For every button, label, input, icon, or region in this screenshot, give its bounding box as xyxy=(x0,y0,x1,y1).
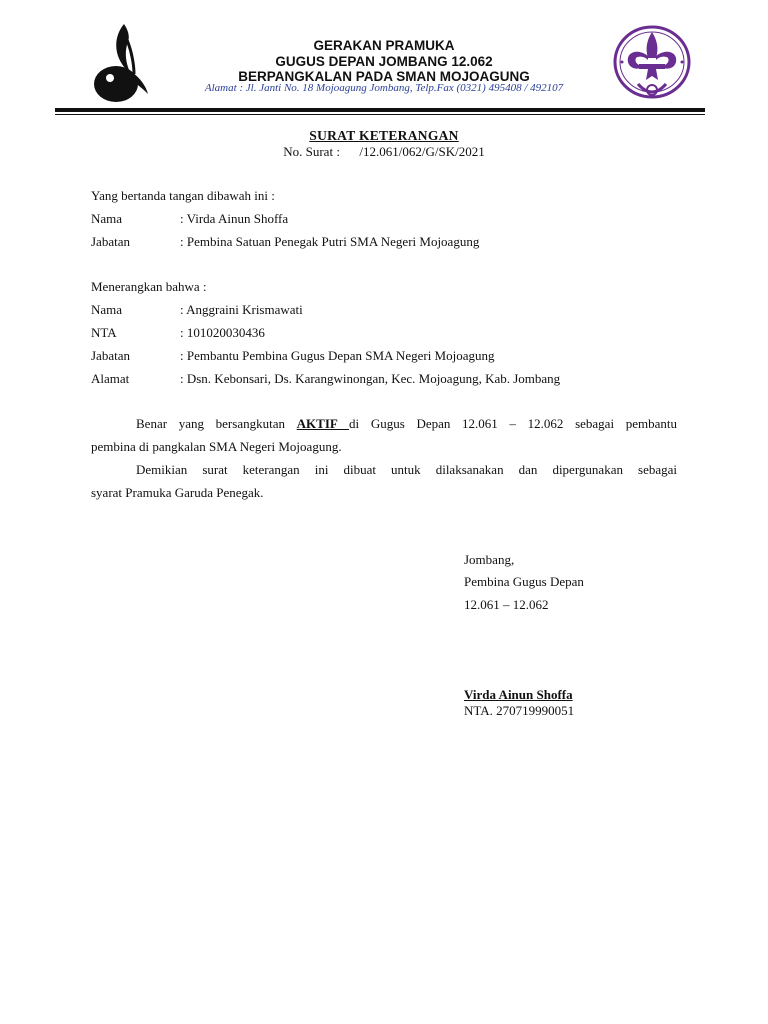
header-divider-thin xyxy=(55,114,705,115)
org-name: GERAKAN PRAMUKA xyxy=(313,38,455,53)
tunas-kelapa-icon xyxy=(90,22,150,106)
para1-text-start: Benar yang bersangkutan xyxy=(136,416,297,431)
unit-name: GUGUS DEPAN JOMBANG 12.062 xyxy=(275,54,493,69)
signature-role: Pembina Gugus Depan xyxy=(464,574,584,589)
signer-name-label: Nama xyxy=(91,211,123,226)
para1-text-end: di Gugus Depan 12.061 – 12.062 sebagai pembantu xyxy=(349,416,677,431)
org-address: Alamat : Jl. Janti No. 18 Mojoagung Jombang, Telp.Fax (0321) 495408 / 492107 xyxy=(204,82,564,94)
body-paragraph-1 xyxy=(91,412,677,458)
subject-name-value: : Anggraini Krismawati xyxy=(180,302,303,317)
para2-line-2: syarat Pramuka Garuda Penegak. xyxy=(91,485,264,500)
body-paragraph-2 xyxy=(91,458,677,504)
subject-name-label: Nama xyxy=(91,302,123,317)
para1-line-2: pembina di pangkalan SMA Negeri Mojoagung. xyxy=(91,439,342,454)
signature-unit: 12.061 – 12.062 xyxy=(464,597,549,612)
subject-nta-value: : 101020030436 xyxy=(180,325,265,340)
signer-position-label: Jabatan xyxy=(91,234,130,249)
signature-place: Jombang, xyxy=(464,552,515,567)
scout-fleur-de-lis-icon xyxy=(612,22,692,104)
subject-intro: Menerangkan bahwa : xyxy=(91,279,207,294)
signature-name: Virda Ainun Shoffa xyxy=(464,687,573,702)
base-name: BERPANGKALAN PADA SMAN MOJOAGUNG xyxy=(238,69,530,84)
signer-intro: Yang bertanda tangan dibawah ini : xyxy=(91,188,275,203)
signature-nta: NTA. 270719990051 xyxy=(464,703,575,718)
header-divider-thick xyxy=(55,108,705,112)
status-active: AKTIF xyxy=(296,416,350,431)
subject-nta-label: NTA xyxy=(91,325,117,340)
subject-position-value: : Pembantu Pembina Gugus Depan SMA Negeri Mojoagung xyxy=(180,348,495,363)
letter-number: No. Surat : /12.061/062/G/SK/2021 xyxy=(283,144,485,159)
subject-address-label: Alamat xyxy=(91,371,130,386)
subject-address-value: : Dsn. Kebonsari, Ds. Karangwinongan, Kec. Mojoagung, Kab. Jombang xyxy=(180,371,561,386)
para2-line-1: Demikian surat keterangan ini dibuat untuk dilaksanakan dan dipergunakan sebagai xyxy=(136,462,677,477)
signer-name-value: : Virda Ainun Shoffa xyxy=(180,211,289,226)
signer-position-value: : Pembina Satuan Penegak Putri SMA Negeri Mojoagung xyxy=(180,234,480,249)
letter-title: SURAT KETERANGAN xyxy=(309,128,459,143)
subject-position-label: Jabatan xyxy=(91,348,130,363)
